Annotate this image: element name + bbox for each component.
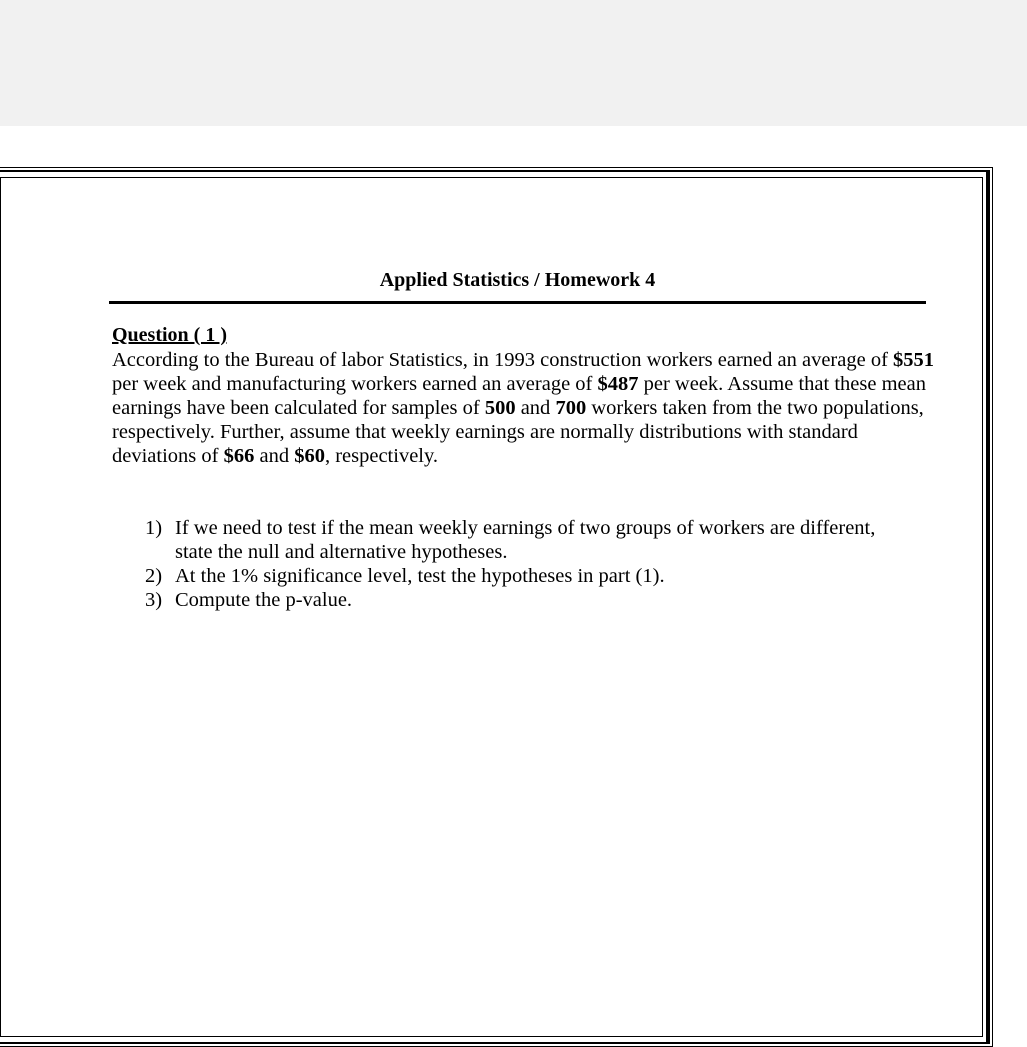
question-parts-list: [145, 516, 905, 612]
std-dev-1: $66: [223, 445, 255, 467]
construction-mean: $551: [893, 349, 935, 371]
document-title: Applied Statistics / Homework 4: [379, 269, 656, 291]
part-text: Compute the p-value.: [175, 589, 353, 611]
body-text-3: per week. Assume that these mean earnings have been calculated for samples of: [112, 373, 926, 419]
body-text-5: workers taken from the two populations, respectively. Further, assume that weekly earnings are normally distributions with standard deviations of: [112, 397, 924, 467]
question-part: [145, 516, 905, 564]
question-part: [145, 564, 905, 588]
body-text-4: and: [515, 397, 556, 419]
part-number: 2): [145, 565, 163, 587]
part-text: At the 1% significance level, test the hypotheses in part (1).: [175, 565, 665, 587]
part-number: 1): [145, 517, 163, 539]
body-text-2: per week and manufacturing workers earned an average of: [112, 373, 598, 395]
question-body: [112, 348, 942, 468]
body-text-7: , respectively.: [324, 445, 439, 467]
part-number: 3): [145, 589, 163, 611]
part-text: If we need to test if the mean weekly earnings of two groups of workers are different, state the null and alternative hypotheses.: [175, 517, 876, 563]
question-heading: Question ( 1 ): [112, 324, 227, 346]
top-gray-band: [0, 0, 1027, 126]
std-dev-2: $60: [294, 445, 325, 467]
body-text-1: According to the Bureau of labor Statistics, in 1993 construction workers earned an average of: [112, 349, 894, 371]
question-part: [145, 588, 905, 612]
sample-size-2: 700: [555, 397, 587, 419]
manufacturing-mean: $487: [597, 373, 639, 395]
sample-size-1: 500: [484, 397, 516, 419]
body-text-6: and: [254, 445, 295, 467]
title-divider: [109, 301, 926, 304]
